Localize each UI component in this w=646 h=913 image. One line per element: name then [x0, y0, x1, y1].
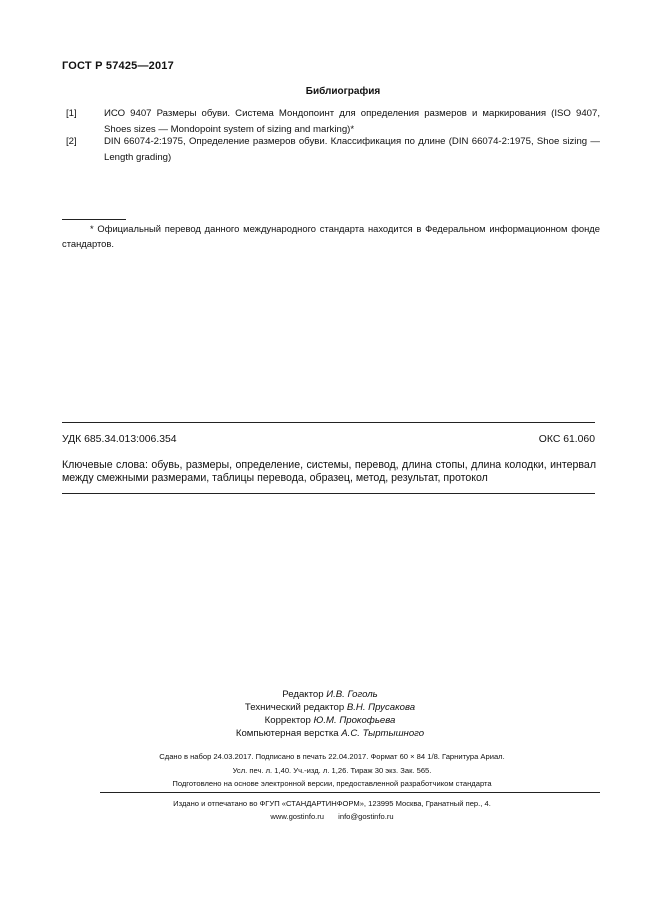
prepared-note: Подготовлено на основе электронной версии, предоставленной разработчиком стандарта — [172, 779, 492, 788]
bibliography-item-text: DIN 66074-2:1975, Определение размеров обуви. Классификация по длине (DIN 66074-2:1975, Shoe sizing — Length grading) — [104, 136, 600, 163]
standard-code: ГОСТ Р 57425—2017 — [62, 60, 174, 72]
credit-role: Корректор — [264, 715, 311, 726]
bottom-divider — [62, 493, 595, 494]
bibliography-item — [62, 134, 600, 166]
credit-line — [130, 701, 530, 714]
email-link[interactable]: info@gostinfo.ru — [338, 812, 394, 821]
credit-name: И.В. Гоголь — [326, 689, 378, 700]
credit-line — [130, 714, 530, 727]
publisher-line: Издано и отпечатано во ФГУП «СТАНДАРТИНФОРМ», 123995 Москва, Гранатный пер., 4. — [173, 799, 491, 808]
credit-name: В.Н. Прусакова — [346, 702, 416, 713]
footnote: * Официальный перевод данного международного стандарта находится в Федеральном информационном фонде стандартов. — [62, 223, 600, 249]
credit-role: Редактор — [282, 689, 324, 700]
credit-role: Компьютерная верстка — [235, 728, 339, 739]
credits-block — [130, 688, 530, 740]
credit-name: Ю.М. Прокофьева — [313, 715, 396, 726]
bibliography-item-text: ИСО 9407 Размеры обуви. Система Мондопоинт для определения размеров и маркирования (ISO 9407, Shoes sizes — Mondopoint system of sizing and marking)* — [104, 108, 600, 135]
keywords: Ключевые слова: обувь, размеры, определение, системы, перевод, длина стопы, длина колодки, интервал между смежными размерами, таблицы перевода, образец, метод, результат, протокол — [62, 459, 596, 484]
website-link[interactable]: www.gostinfo.ru — [270, 812, 325, 821]
footnote-divider — [62, 219, 126, 220]
oks-code: ОКС 61.060 — [538, 434, 595, 445]
bibliography-title: Библиография — [305, 86, 381, 97]
udk-code: УДК 685.34.013:006.354 — [62, 434, 177, 445]
publisher-divider — [100, 792, 600, 793]
credit-line — [130, 727, 530, 740]
credit-name: А.С. Тыртышного — [341, 728, 425, 739]
bibliography-item-number: [2] — [66, 136, 77, 147]
credit-role: Технический редактор — [244, 702, 345, 713]
print-info-line: Сдано в набор 24.03.2017. Подписано в печать 22.04.2017. Формат 60 × 84 1/8. Гарнитура Ариал. — [159, 752, 505, 761]
print-info — [100, 750, 564, 778]
print-info-line: Усл. печ. л. 1,40. Уч.-изд. л. 1,26. Тираж 30 экз. Зак. 565. — [232, 766, 432, 775]
credit-line — [130, 688, 530, 701]
top-divider — [62, 422, 595, 423]
bibliography-item-number: [1] — [66, 108, 77, 119]
publisher-links — [100, 810, 564, 823]
publisher-block — [100, 797, 564, 823]
